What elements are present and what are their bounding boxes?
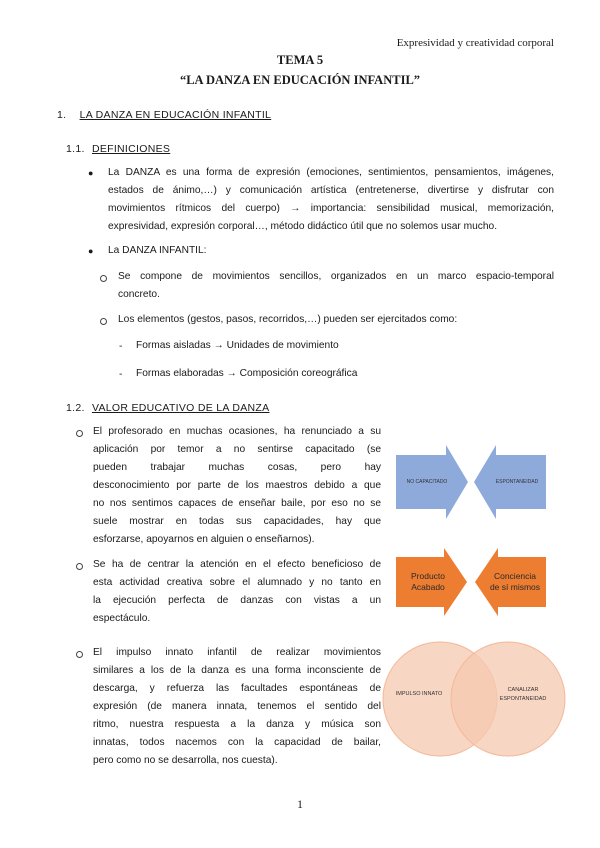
section-label: LA DANZA EN EDUCACIÓN INFANTIL (79, 109, 272, 121)
danza-infantil-label: La DANZA INFANTIL: (108, 245, 207, 256)
dash-bullet: - (119, 341, 123, 352)
circle-bullet-icon (76, 563, 83, 570)
bullet-dot: ● (88, 168, 94, 178)
definition-paragraph (108, 164, 554, 236)
definition-line: La DANZA es una forma de expresión (emociones, sentimientos, pensamientos, imágenes, (108, 167, 554, 178)
para-line: Se ha de centrar la atención en el efecto beneficioso de (93, 559, 381, 570)
para-line: innatas, todos nacemos con la capacidad de bailar, (93, 737, 381, 748)
diagram3-left-label: IMPULSO INNATO (395, 691, 443, 697)
para-line: aplicación por temor a no sentirse capacitado (se (93, 444, 381, 455)
elementos-text: Los elementos (gestos, pasos, recorridos,…) pueden ser ejercitados como: (118, 314, 458, 325)
label-line: ESPONTANEIDAD (499, 696, 547, 702)
label-line: de sí mismos (489, 582, 541, 592)
para-line: pero como no se desarrolla, nos cuesta). (93, 755, 278, 766)
diagram3-right-label (488, 686, 558, 704)
subsection-heading-1-2 (66, 402, 269, 414)
para-line: El impulso innato infantil de realizar movimientos (93, 647, 381, 658)
label-line: Producto (410, 571, 446, 581)
definition-line: movimientos rítmicos del cuerpo) → importancia: sensibilidad musical, memorización, (108, 203, 554, 214)
dash-bullet: - (119, 369, 123, 380)
section-heading-1 (57, 109, 271, 121)
para-line: suele mostrar en todas sus capacidades, hay que (93, 516, 381, 527)
diagram1-right-label: ESPONTANEIDAD (495, 479, 539, 485)
circle-bullet-icon (100, 275, 107, 282)
valor-paragraph-2 (93, 556, 381, 628)
compuesto-paragraph (118, 268, 554, 304)
label-line: Acabado (411, 582, 445, 592)
definition-line: estados de ánimo,…) y comunicación artística (entretenerse, divertirse y disfrutar con (108, 185, 554, 196)
formas-item-2: Formas elaboradas → Composición coreográfica (136, 368, 358, 379)
compuesto-line: Se compone de movimientos sencillos, organizados en un marco espacio-temporal (118, 271, 554, 282)
para-line: esta actividad creativa sobre el alumnado y no tanto en (93, 577, 381, 588)
valor-paragraph-1 (93, 423, 381, 549)
subsection-number: 1.2. (66, 402, 85, 414)
page-title: TEMA 5 (276, 53, 324, 67)
diagram2-right-label (483, 571, 547, 593)
para-line: pueden trabajar muchas cosas, pero hay (93, 462, 381, 473)
circle-bullet-icon (76, 430, 83, 437)
circle-bullet-icon (76, 651, 83, 658)
para-line: la ejecución perfecta de danzas con vistas a un (93, 595, 381, 606)
para-line: esforzarse, apoyarnos en alguien o enseñarnos). (93, 534, 315, 545)
circle-bullet-icon (100, 318, 107, 325)
para-line: descarga, y refuerza las facultades espontáneas de (93, 683, 381, 694)
para-line: no nos sentimos capaces de enseñar baile, por eso no se (93, 498, 381, 509)
running-header: Expresividad y creatividad corporal (396, 37, 554, 49)
compuesto-line: concreto. (118, 289, 160, 300)
diagram1-left-label: NO CAPACITADO (406, 479, 448, 485)
section-number: 1. (57, 109, 67, 121)
para-line: expresión (de manera innata, tenemos el sentido del (93, 701, 381, 712)
para-line: El profesorado en muchas ocasiones, ha renunciado a su (93, 426, 381, 437)
definition-line: expresividad, expresión corporal…, método didáctico útil que no solemos usar mucho. (108, 221, 498, 232)
para-line: desconocimiento por parte de los maestros debido a que (93, 480, 381, 491)
para-line: espectáculo. (93, 613, 151, 624)
formas-item-1: Formas aisladas → Unidades de movimiento (136, 340, 339, 351)
para-line: similares a los de la danza es una forma inconsciente de (93, 665, 381, 676)
label-line: CANALIZAR (507, 687, 539, 693)
bullet-dot: ● (88, 246, 94, 256)
subsection-label: DEFINICIONES (91, 143, 171, 155)
para-line: ritmo, nuestra respuesta a la danza y música son (93, 719, 381, 730)
page-subtitle: “LA DANZA EN EDUCACIÓN INFANTIL” (179, 73, 421, 87)
subsection-number: 1.1. (66, 143, 85, 155)
subsection-label: VALOR EDUCATIVO DE LA DANZA (91, 402, 270, 414)
subsection-heading-1-1 (66, 143, 170, 155)
valor-paragraph-3 (93, 644, 381, 770)
label-line: Conciencia (493, 571, 537, 581)
page-number: 1 (297, 797, 303, 811)
diagram2-left-label (398, 571, 458, 593)
